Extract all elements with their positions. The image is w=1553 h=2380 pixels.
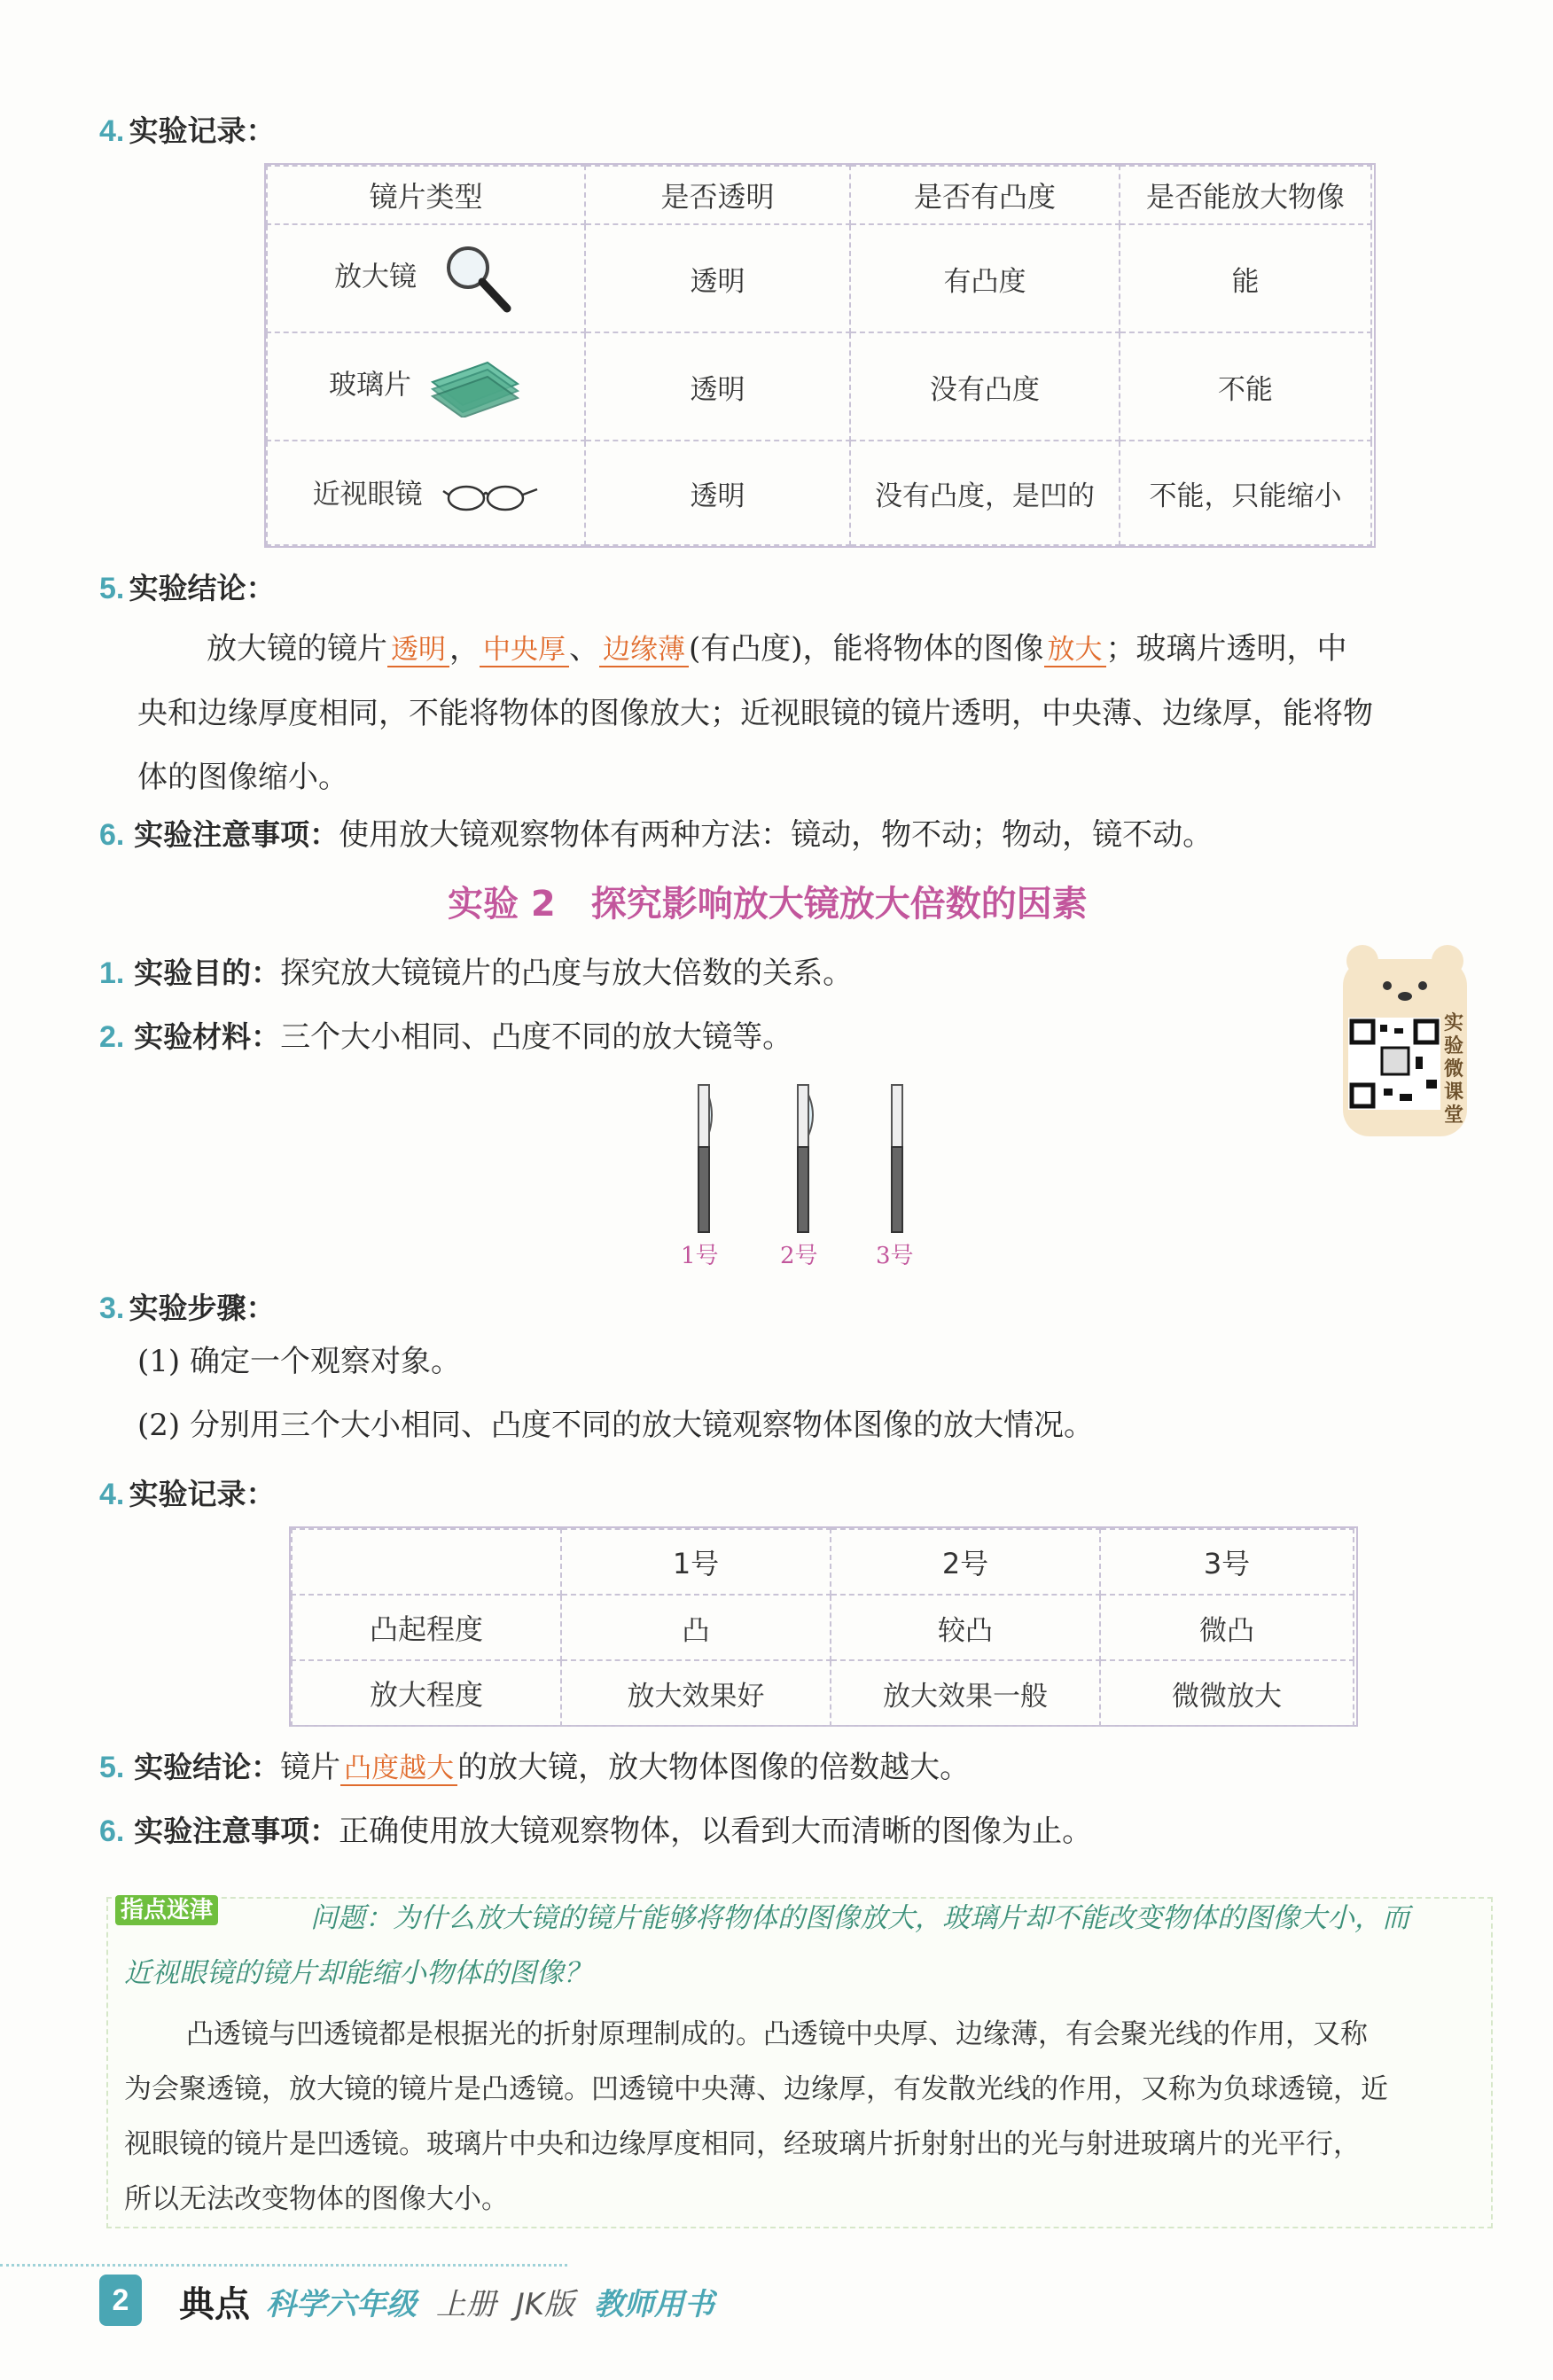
table-cell: 不能，只能缩小 [1120, 441, 1371, 545]
steps-list [137, 1330, 1094, 1457]
section-label: 实验目的： [134, 956, 281, 990]
table-row [292, 1660, 1354, 1726]
conclusion-line-2: 央和边缘厚度相同，不能将物体的图像放大；近视眼镜的镜片透明，中央薄、边缘厚，能将物 [137, 696, 1373, 731]
table-cell: 放大效果一般 [831, 1660, 1100, 1726]
table-header: 3号 [1100, 1529, 1354, 1595]
footer-volume: 上册 [435, 2287, 496, 2322]
tips-answer-line: 凸透镜与凹透镜都是根据光的折射原理制成的。凸透镜中央厚、边缘薄，有会聚光线的作用，又称 [186, 2018, 1368, 2050]
table-cell: 透明 [585, 332, 850, 441]
record-table-1 [266, 165, 1372, 546]
section-label: 实验步骤： [129, 1291, 276, 1325]
record-table-2 [291, 1528, 1354, 1727]
section-label: 实验记录： [129, 1477, 276, 1511]
section-6a [99, 803, 1213, 867]
section-number: 6. [99, 818, 125, 852]
qr-char: 微 [1444, 1058, 1464, 1081]
table-cell: 没有凸度，是凹的 [850, 441, 1120, 545]
tips-answer-line: 视眼镜的镜片是凹透镜。玻璃片中央和边缘厚度相同，经玻璃片折射射出的光与射进玻璃片的光平行， [124, 2128, 1361, 2160]
text: 放大镜的镜片 [207, 631, 387, 667]
lens-label-1: 1号 [681, 1243, 719, 1269]
section-number: 1. [99, 956, 125, 990]
section-1b [99, 941, 853, 1005]
table-header: 镜片类型 [267, 166, 585, 224]
lens-label-3: 3号 [876, 1243, 914, 1269]
tips-answer-line: 为会聚透镜，放大镜的镜片是凸透镜。凹透镜中央薄、边缘厚，有发散光线的作用，又称为负球透镜，近 [124, 2073, 1388, 2105]
experiment-2-title: 实验 2 探究影响放大镜放大倍数的因素 [448, 884, 1088, 925]
tips-tag [115, 1892, 218, 1924]
section-label: 实验材料： [134, 1019, 281, 1054]
table-cell: 透明 [585, 224, 850, 332]
section-number: 4. [99, 1478, 125, 1511]
lens-label-2: 2号 [780, 1243, 818, 1269]
footer-edition: JK版 [515, 2287, 575, 2322]
footer-book-info [266, 2280, 714, 2323]
tips-answer-line: 所以无法改变物体的图像大小。 [124, 2183, 509, 2215]
table-header: 1号 [561, 1529, 831, 1595]
type-label: 近视眼镜 [312, 479, 423, 511]
tips-label: 指点迷津 [115, 1895, 218, 1925]
table-cell: 透明 [585, 441, 850, 545]
type-label: 放大镜 [334, 261, 418, 293]
glasses-icon [441, 479, 539, 514]
table-header [292, 1529, 561, 1595]
section-2b [99, 1005, 792, 1069]
section-number: 6. [99, 1814, 125, 1848]
lenses-illustration [656, 1080, 975, 1239]
qr-char: 课 [1444, 1081, 1464, 1104]
text: ；玻璃片透明，中 [1105, 631, 1347, 667]
page-footer [0, 2251, 1553, 2349]
step-item: (2) 分别用三个大小相同、凸度不同的放大镜观察物体图像的放大情况。 [137, 1408, 1094, 1443]
tips-question-line-1: 问题：为什么放大镜的镜片能够将物体的图像放大，玻璃片却不能改变物体的图像大小，而 [310, 1902, 1409, 1934]
section-text: 正确使用放大镜观察物体，以看到大而清晰的图像为止。 [339, 1814, 1093, 1849]
answer-blank: 边缘薄 [599, 634, 689, 667]
lens-figure [656, 1080, 975, 1275]
table-cell: 没有凸度 [850, 332, 1120, 441]
section-label: 实验结论： [129, 571, 276, 605]
table-header: 是否能放大物像 [1120, 166, 1371, 224]
section-text: 使用放大镜观察物体有两种方法：镜动，物不动；物动，镜不动。 [339, 817, 1214, 853]
section-4a-heading [99, 108, 275, 150]
table-row [292, 1595, 1354, 1660]
table-cell-type [267, 224, 585, 332]
footer-divider [0, 2264, 567, 2270]
table-cell-type [267, 332, 585, 441]
section-5a-heading [99, 566, 275, 607]
section-text: 探究放大镜镜片的凸度与放大倍数的关系。 [280, 956, 854, 991]
text: (有凸度)，能将物体的图像 [689, 631, 1044, 667]
section-label: 实验结论： [134, 1750, 281, 1784]
answer-blank: 中央厚 [480, 634, 569, 667]
table-header-row [292, 1529, 1354, 1595]
text: ， [449, 631, 480, 667]
table-header: 是否有凸度 [850, 166, 1120, 224]
table-row [267, 224, 1371, 332]
brand-logo: 典点 [179, 2284, 250, 2325]
conclusion-paragraph [137, 617, 1520, 809]
conclusion-line-3: 体的图像缩小。 [137, 760, 348, 795]
table-header-row [267, 166, 1371, 224]
conclusion-line-1 [137, 617, 1520, 682]
section-number: 5. [99, 572, 125, 605]
type-label: 玻璃片 [329, 369, 412, 402]
section-3b-heading [99, 1285, 275, 1327]
qr-char: 堂 [1444, 1104, 1464, 1127]
page-number: 2 [99, 2275, 142, 2326]
section-number: 5. [99, 1751, 125, 1784]
table-cell: 凸 [561, 1595, 831, 1660]
table-cell: 放大效果好 [561, 1660, 831, 1726]
text: 的放大镜，放大物体图像的倍数越大。 [457, 1750, 971, 1785]
table-cell: 微凸 [1100, 1595, 1354, 1660]
section-number: 3. [99, 1291, 125, 1325]
section-label: 实验注意事项： [134, 1814, 339, 1848]
table-cell: 有凸度 [850, 224, 1120, 332]
answer-blank: 凸度越大 [340, 1752, 457, 1786]
text: 镜片 [280, 1750, 341, 1785]
table-row [267, 332, 1371, 441]
answer-blank: 透明 [387, 634, 449, 667]
footer-book: 教师用书 [593, 2287, 714, 2322]
row-label: 放大程度 [292, 1660, 561, 1726]
table-cell: 较凸 [831, 1595, 1100, 1660]
table-cell: 能 [1120, 224, 1371, 332]
table-cell-type [267, 441, 585, 545]
answer-blank: 放大 [1044, 634, 1106, 667]
table-cell: 不能 [1120, 332, 1371, 441]
table-cell: 微微放大 [1100, 1660, 1354, 1726]
footer-subject: 科学六年级 [266, 2287, 417, 2322]
section-number: 2. [99, 1020, 125, 1054]
row-label: 凸起程度 [292, 1595, 561, 1660]
table-header: 是否透明 [585, 166, 850, 224]
step-item: (1) 确定一个观察对象。 [137, 1344, 461, 1379]
qr-side-label [1444, 1012, 1471, 1128]
table-row [267, 441, 1371, 545]
section-6b [99, 1799, 1092, 1863]
section-number: 4. [99, 114, 125, 148]
section-label: 实验注意事项： [134, 817, 339, 852]
table-header: 2号 [831, 1529, 1100, 1595]
section-4b-heading [99, 1471, 275, 1513]
qr-char: 实 [1444, 1012, 1464, 1034]
section-5b [99, 1736, 970, 1800]
tips-question-line-2: 近视眼镜的镜片却能缩小物体的图像？ [124, 1957, 591, 1989]
qr-card[interactable] [1334, 941, 1476, 1136]
magnifier-icon [438, 241, 518, 316]
tips-answer [124, 2007, 1489, 2227]
qr-char: 验 [1444, 1035, 1464, 1057]
section-label: 实验记录： [129, 113, 276, 148]
glass-slides-icon [425, 355, 523, 417]
text: 、 [569, 631, 599, 667]
section-text: 三个大小相同、凸度不同的放大镜等。 [280, 1019, 793, 1055]
